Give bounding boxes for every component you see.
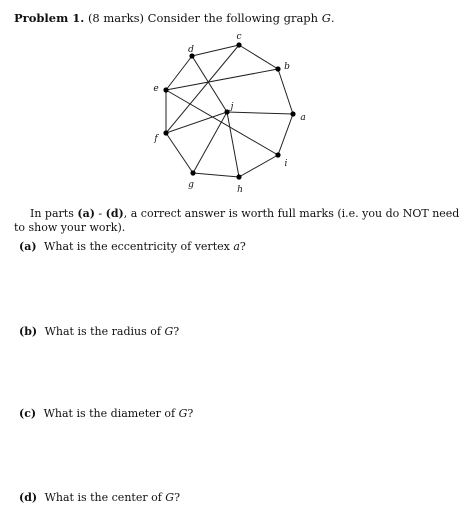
graph-variable: G [321,11,331,25]
graph-vertex-label-e: e [153,84,159,94]
question-variable: G [178,407,188,420]
graph-edge-a-j [227,112,293,114]
problem-statement: Consider the following graph [147,11,319,25]
graph-vertex-label-g: g [188,180,194,190]
question-label: (d) [19,491,38,504]
problem-number: Problem 1. [14,11,85,25]
intro-after: , a correct answer is worth full marks (i.e. you do NOT need to show your work). [14,207,460,234]
question-c [19,407,193,420]
graph-vertex-i [275,152,280,157]
graph-vertex-b [275,66,280,71]
graph-vertex-label-h: h [237,185,243,195]
instructions-paragraph [14,207,460,235]
question-label: (c) [19,407,37,420]
graph-edge-e-b [166,69,278,90]
graph-vertex-f [163,130,168,135]
intro-part-a: (a) [77,207,95,220]
question-mark: ? [239,240,246,253]
graph-edge-g-j [193,112,227,173]
graph-vertex-label-i: i [284,159,288,169]
graph-edge-g-f [166,133,193,173]
graph-vertex-label-a: a [300,113,306,123]
graph-edge-i-h [239,155,278,177]
question-variable: G [165,491,175,504]
question-text: What is the diameter of [43,407,176,420]
statement-period: . [330,11,335,25]
graph-vertex-label-f: f [154,134,158,144]
graph-edge-h-g [193,173,239,177]
question-b [19,325,179,338]
question-text: What is the center of [44,491,162,504]
intro-before: In parts [30,207,74,220]
question-text: What is the eccentricity of vertex [44,240,230,253]
graph-vertex-c [236,42,241,47]
question-mark: ? [187,407,194,420]
graph-edge-h-j [227,112,239,177]
problem-marks: (8 marks) [87,11,145,25]
graph-vertex-label-j: j [230,102,234,112]
graph-edge-a-i [278,114,293,155]
intro-part-d: (d) [105,207,124,220]
question-variable: G [164,325,174,338]
question-a [19,240,246,253]
question-mark: ? [173,325,180,338]
graph-edge-b-a [278,69,293,114]
question-mark: ? [174,491,180,504]
graph-edge-d-c [192,45,239,56]
graph-vertex-label-d: d [188,45,194,55]
intro-dash: - [98,207,103,220]
graph-vertex-h [236,174,241,179]
graph-edges [166,45,293,177]
question-d [19,491,180,504]
graph-vertex-label-b: b [284,62,290,72]
question-label: (b) [19,325,38,338]
graph-vertex-g [190,170,195,175]
graph-edge-c-b [239,45,278,69]
graph-vertex-j [224,109,229,114]
question-variable: a [233,240,240,253]
graph-vertex-e [163,87,168,92]
graph-edge-e-d [166,56,192,90]
question-label: (a) [19,240,37,253]
graph-vertex-label-c: c [236,32,242,42]
graph-vertex-a [290,111,295,116]
question-text: What is the radius of [44,325,161,338]
graph-edge-e-i [166,90,278,155]
